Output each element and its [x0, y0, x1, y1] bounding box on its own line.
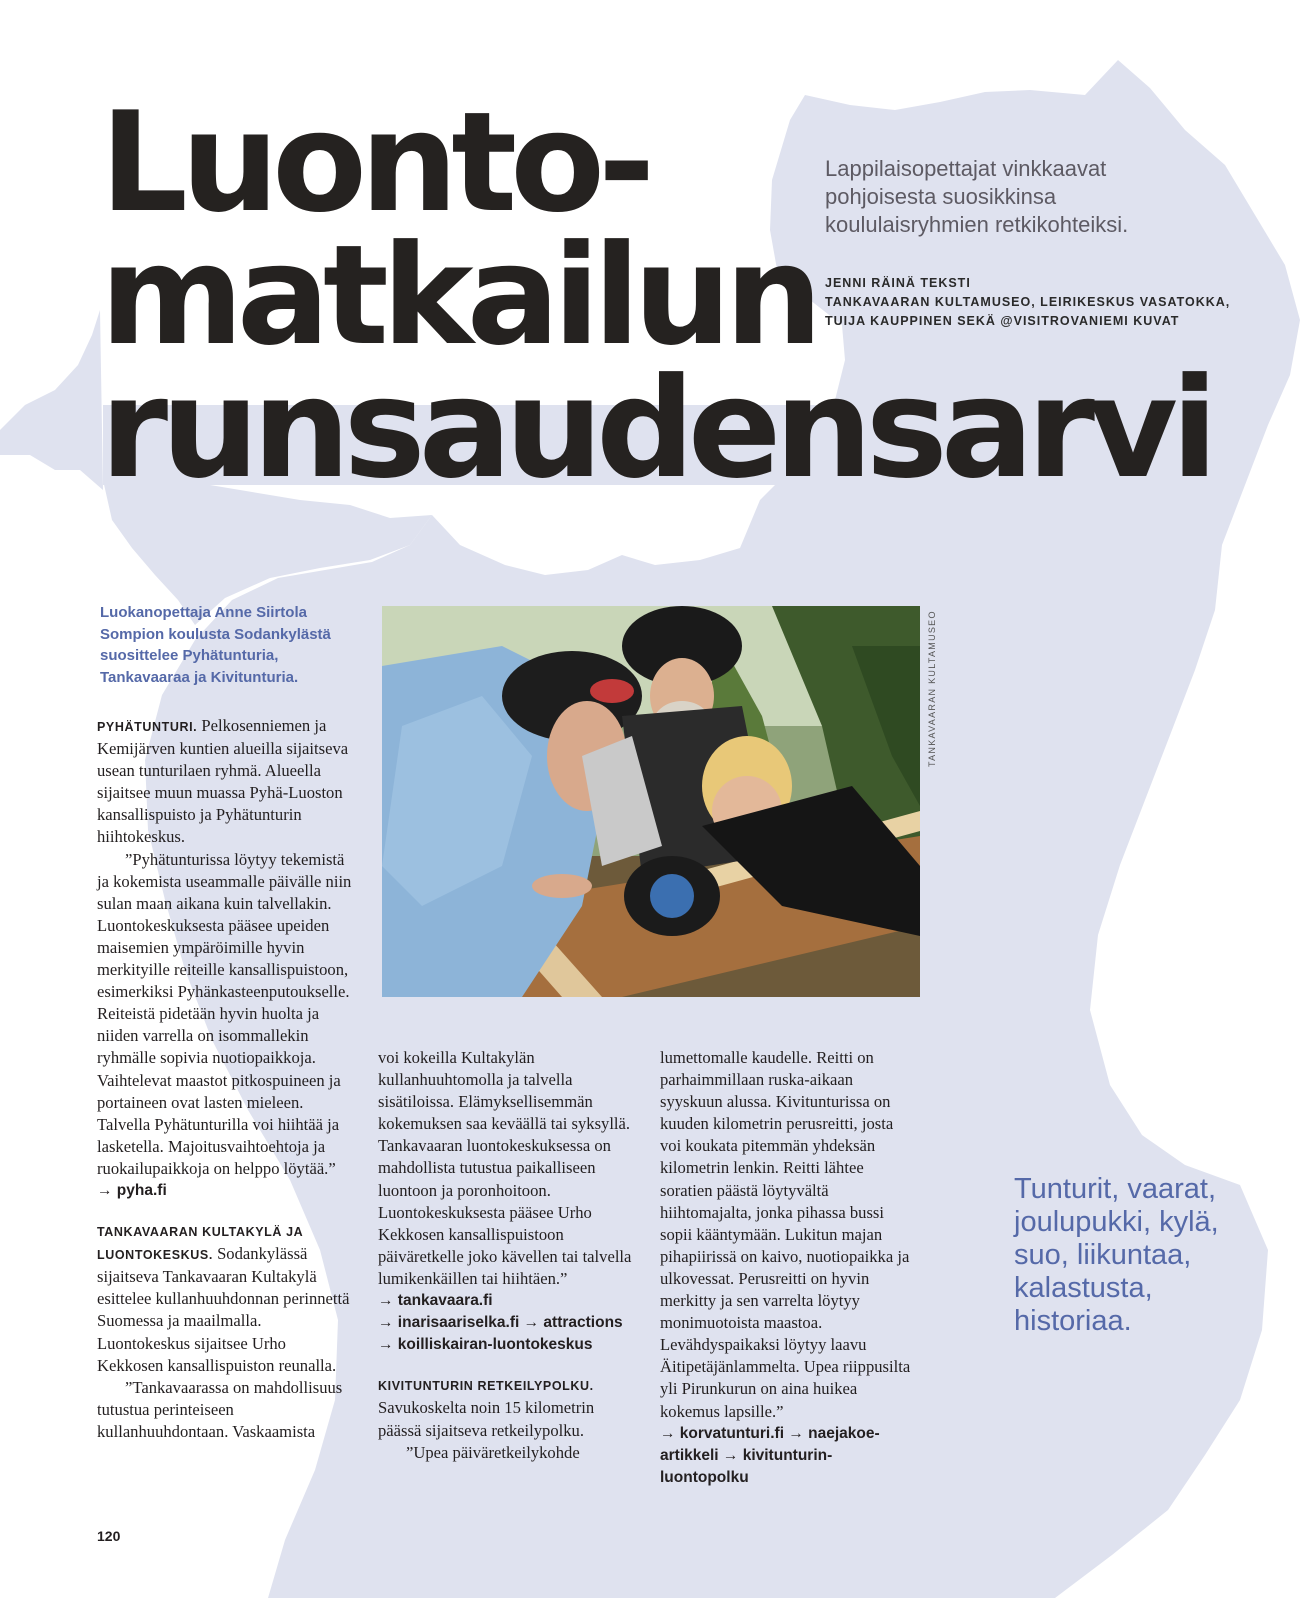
paragraph [97, 1220, 355, 1377]
text-column-2 [378, 1047, 636, 1464]
gold-panning-photo [382, 606, 920, 997]
section-heading: TANKAVAARAN KULTAKYLÄ JA LUONTOKESKUS. [97, 1225, 303, 1263]
korvatunturi-link[interactable]: → korvatunturi.fi → naejakoe-artikkeli → kivitunturin-luontopolku [660, 1424, 880, 1486]
text-column-3 [660, 1047, 918, 1489]
paragraph: voi kokeilla Kultakylän kullanhuuhtomolla ja talvella sisätiloissa. Elämyksellisemmän kokemuksen saa keväällä tai syksyllä. Tankavaaran luontokeskuksessa on mahdollista tutustua paikalliseen luontoon ja poronhoitoon. Luontokeskuksesta pääsee Urho Kekkosen kansallispuistoon päiväretkelle joko kävellen tai talvella lumikenkäillen tai hiihtäen.” [378, 1048, 632, 1288]
paragraph: ”Upea päiväretkeilykohde [406, 1442, 580, 1462]
section-text: Sodankylässä sijaitseva Tankavaaran Kultakylä esittelee kullanhuuhdonnan perinnettä Suomessa ja maailmalla. Luontokeskus sijaitsee Urho Kekkosen kansallispuiston reunalla. [97, 1244, 350, 1375]
text-column-1 [97, 715, 355, 1443]
title-line: matkailun [100, 215, 816, 376]
title-line: Luonto- [100, 82, 649, 243]
credit-line: TUIJA KAUPPINEN SEKÄ @VISITROVANIEMI KUVAT [825, 314, 1180, 328]
inarisaariselka-link[interactable]: → inarisaariselka.fi → attractions → koilliskairan-luontokeskus [378, 1314, 623, 1354]
title-line: runsaudensarvi [100, 348, 1212, 509]
article-intro: Luokanopettaja Anne Siirtola Sompion koulusta Sodankylästä suosittelee Pyhätunturia, Tankavaaraa ja Kivitunturia. [100, 604, 331, 686]
section-text: Savukoskelta noin 15 kilometrin päässä sijaitseva retkeilypolku. [378, 1398, 595, 1440]
pull-quote: Tunturit, vaarat, joulupukki, kylä, suo, liikuntaa, kalastusta, historiaa. [1014, 1173, 1219, 1337]
section-text: Pelkosenniemen ja Kemijärven kuntien alueilla sijaitseva usean tunturilaen ryhmä. Alueella sijaitsee muun muassa Pyhä-Luoston kansallispuisto ja Pyhätunturin hiihtokeskus. [97, 716, 349, 847]
section-heading: KIVITUNTURIN RETKEILYPOLKU. [378, 1379, 594, 1394]
pyha-link[interactable]: → pyha.fi [97, 1181, 167, 1199]
photo-credit: TANKAVAARAN KULTAMUSEO [927, 610, 937, 767]
page-number: 120 [97, 1528, 121, 1544]
tankavaara-link[interactable]: → tankavaara.fi [378, 1292, 493, 1310]
paragraph: ”Pyhätunturissa löytyy tekemistä ja kokemista useammalle päivälle niin sulan maan aikana kuin talvellakin. Luontokeskuksesta pääsee upeiden maisemien ympäröimille hyvin merkityille reiteille kansallispuistoon, esimerkiksi Pyhänkasteenputoukselle. Reiteistä pidetään hyvin huolta ja niiden varrella on isommallekin ryhmälle sopivia nuotiopaikkoja. Vaihtelevat maastot pitkospuineen ja portaineen ovat lasten mieleen. Talvella Pyhätunturilla voi hiihtää ja lasketella. Majoitusvaihtoehtoja ja ruokailupaikkoja on helppo löytää.” [97, 849, 352, 1178]
article-credits [825, 274, 1245, 331]
credit-line: JENNI RÄINÄ TEKSTI [825, 276, 971, 290]
paragraph [97, 715, 355, 849]
paragraph: ”Tankavaarassa on mahdollisuus tutustua perinteiseen kullanhuuhdontaan. Vaskaamista [97, 1377, 343, 1441]
credit-line: TANKAVAARAN KULTAMUSEO, LEIRIKESKUS VASATOKKA, [825, 295, 1231, 309]
section-heading: PYHÄTUNTURI. [97, 720, 198, 734]
article-lead: Lappilaisopettajat vinkkaavat pohjoisesta suosikkinsa koululaisryhmien retkikohteiksi. [825, 156, 1129, 237]
paragraph: lumettomalle kaudelle. Reitti on parhaimmillaan ruska-aikaan syyskuun alussa. Kivitunturissa on kuuden kilometrin perusreitti, josta voi koukata pitemmän yhdeksän kilometrin lenkin. Reitti lähtee soratien päästä löytyvältä hiihtomajalta, jonka pihassa bussi sopii kääntymään. Lukitun majan pihapiirissä on kaivo, nuotiopaikka ja ulkovessat. Perusreitti on hyvin merkitty ja sen varrelta löytyy monimuotoista maastoa. Levähdyspaikaksi löytyy laavu Äitipetäjänlammelta. Upea riippusilta yli Pirunkurun on aina huikea kokemus lapsille.” [660, 1048, 911, 1421]
paragraph [378, 1374, 636, 1441]
